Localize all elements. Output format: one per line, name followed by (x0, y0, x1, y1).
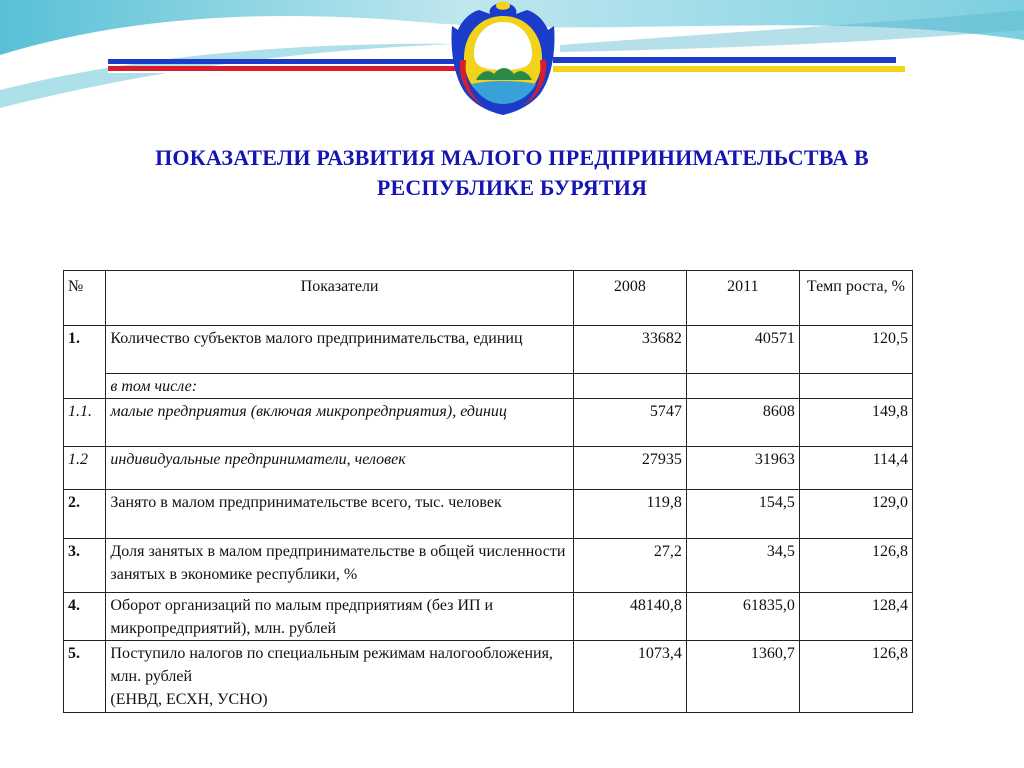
title-line-2: РЕСПУБЛИКЕ БУРЯТИЯ (376, 175, 648, 200)
stripe-white-right (553, 72, 905, 74)
row-growth (799, 374, 912, 399)
row-value-2008: 27935 (573, 447, 686, 490)
row-number: 2. (64, 490, 106, 539)
row-value-2011: 31963 (686, 447, 799, 490)
row-indicator: Доля занятых в малом предпринимательстве в общей численности занятых в экономике республики, % (106, 539, 573, 593)
stripe-yellow-right (553, 66, 905, 72)
row-indicator: в том числе: (106, 374, 573, 399)
table-header-row (64, 271, 913, 326)
row-value-2011 (686, 374, 799, 399)
row-growth: 114,4 (799, 447, 912, 490)
table-row (64, 593, 913, 641)
left-swoosh (0, 44, 455, 108)
header-no: № (64, 271, 106, 326)
row-value-2008: 27,2 (573, 539, 686, 593)
row-value-2011: 8608 (686, 399, 799, 447)
stripe-white-left (108, 71, 458, 73)
row-indicator-extra: (ЕНВД, ЕСХН, УСНО) (110, 691, 268, 708)
row-number: 3. (64, 539, 106, 593)
row-growth: 149,8 (799, 399, 912, 447)
row-value-2008: 48140,8 (573, 593, 686, 641)
row-value-2011: 34,5 (686, 539, 799, 593)
stripe-blue-left (108, 59, 458, 64)
table-row (64, 447, 913, 490)
row-growth: 120,5 (799, 326, 912, 374)
table-row (64, 641, 913, 713)
table-row (64, 490, 913, 539)
header-growth: Темп роста, % (799, 271, 912, 326)
table-row (64, 539, 913, 593)
row-value-2008: 1073,4 (573, 641, 686, 713)
row-value-2008: 119,8 (573, 490, 686, 539)
table-row (64, 326, 913, 374)
header-2008: 2008 (573, 271, 686, 326)
table-row (64, 374, 913, 399)
row-value-2008: 5747 (573, 399, 686, 447)
stripe-blue-right (553, 57, 896, 63)
row-number: 5. (64, 641, 106, 713)
row-value-2011: 1360,7 (686, 641, 799, 713)
row-growth: 126,8 (799, 539, 912, 593)
row-indicator: Оборот организаций по малым предприятиям (без ИП и микропредприятий), млн. рублей (106, 593, 573, 641)
row-indicator (106, 641, 573, 713)
page-title (60, 143, 964, 203)
header-indicator: Показатели (106, 271, 573, 326)
row-number: 1.2 (64, 447, 106, 490)
row-number: 1. (64, 326, 106, 399)
title-line-1: ПОКАЗАТЕЛИ РАЗВИТИЯ МАЛОГО ПРЕДПРИНИМАТЕЛЬСТВА В (155, 145, 869, 170)
row-value-2011: 40571 (686, 326, 799, 374)
stripe-red-left (108, 66, 458, 71)
header-2011: 2011 (686, 271, 799, 326)
row-indicator: Количество субъектов малого предпринимательства, единиц (106, 326, 573, 374)
row-indicator: малые предприятия (включая микропредприятия), единиц (106, 399, 573, 447)
row-indicator-text: Поступило налогов по специальным режимам налогообложения, млн. рублей (110, 645, 553, 685)
row-growth: 128,4 (799, 593, 912, 641)
row-indicator: индивидуальные предприниматели, человек (106, 447, 573, 490)
row-growth: 129,0 (799, 490, 912, 539)
row-value-2011: 154,5 (686, 490, 799, 539)
row-value-2008 (573, 374, 686, 399)
row-number: 4. (64, 593, 106, 641)
row-number: 1.1. (64, 399, 106, 447)
row-growth: 126,8 (799, 641, 912, 713)
table-row (64, 399, 913, 447)
row-value-2011: 61835,0 (686, 593, 799, 641)
emblem-of-buryatia-icon (450, 0, 556, 116)
row-indicator: Занято в малом предпринимательстве всего, тыс. человек (106, 490, 573, 539)
indicators-table (63, 270, 913, 713)
row-value-2008: 33682 (573, 326, 686, 374)
